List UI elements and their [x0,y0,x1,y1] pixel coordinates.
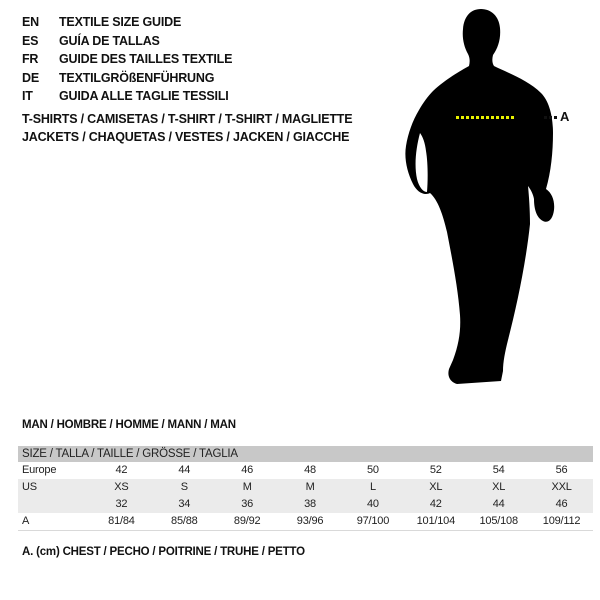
measurement-footnote: A. (cm) CHEST / PECHO / POITRINE / TRUHE / PETTO [22,546,305,558]
table-cell: S [180,481,188,493]
measure-label-a: A [560,109,570,124]
product-line-jackets: JACKETS / CHAQUETAS / VESTES / JACKEN / GIACCHE [22,130,350,144]
lang-code: EN [22,15,39,29]
table-cell: 93/96 [296,515,324,527]
table-cell: 44 [178,464,191,476]
lang-label: TEXTILE SIZE GUIDE [59,15,182,29]
table-cell: L [369,481,376,493]
table-cell: 97/100 [356,515,390,527]
lang-label: GUIDE DES TAILLES TEXTILE [59,52,233,66]
table-cell: XL [429,481,443,493]
lang-label: GUIDA ALLE TAGLIE TESSILI [59,89,229,103]
lang-label: TEXTILGRÖßENFÜHRUNG [59,70,215,85]
table-cell: 54 [492,464,505,476]
lang-row-en [22,13,232,32]
table-cell: 81/84 [108,515,135,527]
lang-code: IT [22,89,33,103]
man-silhouette-icon [400,0,600,400]
product-line-tshirts: T-SHIRTS / CAMISETAS / T-SHIRT / T-SHIRT / MAGLIETTE [22,112,353,126]
section-title-man: MAN / HOMBRE / HOMME / MANN / MAN [22,419,236,431]
measure-leader-dashed-line [544,116,559,119]
table-cell: 38 [304,498,316,510]
table-cell: 85/88 [171,515,198,527]
table-cell: 46 [241,464,254,476]
table-cell: 36 [241,498,254,510]
table-cell: 42 [429,498,442,510]
table-cell: 40 [367,498,379,510]
row-label: Europe [22,464,57,476]
lang-code: DE [22,70,39,85]
table-cell: 109/112 [542,515,581,527]
table-row-chest-a [18,513,593,530]
table-cell: M [305,481,315,493]
table-cell: 48 [304,464,316,476]
table-cell: 44 [492,498,505,510]
table-cell: M [242,481,252,493]
man-silhouette-figure [400,0,600,400]
lang-row-de [22,69,232,88]
table-cell: XXL [551,481,572,493]
lang-code: FR [22,52,39,66]
lang-row-es [22,32,232,51]
table-cell: 56 [555,464,568,476]
row-label: US [22,481,37,493]
row-label: A [22,515,30,527]
table-cell: 42 [115,464,128,476]
product-type-lines [22,110,352,146]
lang-row-fr [22,50,232,69]
table-row-numeric [18,496,593,513]
table-cell: 50 [367,464,379,476]
table-cell: 105/108 [479,515,518,527]
size-table-header: SIZE / TALLA / TAILLE / GRÖSSE / TAGLIA [18,446,593,462]
table-row-europe [18,462,593,479]
table-cell: 46 [555,498,568,510]
table-cell: 101/104 [416,515,455,527]
table-cell: 34 [178,498,191,510]
table-cell: 32 [115,498,128,510]
table-cell: 52 [429,464,442,476]
chest-measure-dashed-line [456,116,516,119]
lang-row-it [22,87,232,106]
language-list [22,13,232,106]
size-table [18,446,593,531]
row-label [18,496,90,513]
lang-label: GUÍA DE TALLAS [59,33,160,48]
lang-code: ES [22,33,39,48]
table-cell: 89/92 [233,515,261,527]
table-cell: XL [492,481,506,493]
table-row-us [18,479,593,496]
table-cell: XS [114,481,129,493]
